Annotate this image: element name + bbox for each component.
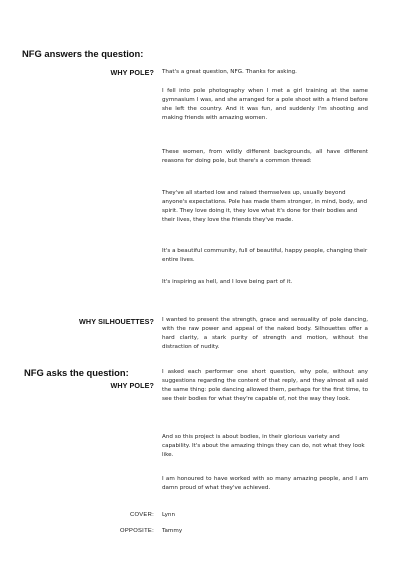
section-heading-asks: NFG asks the question: <box>24 367 129 378</box>
why-pole-paragraph: They've all started low and raised themselves up, usually beyond anyone's expectations. Pole has made them stronger, in mind, body, and spirit. They love doing it, they love what it's done for their bodies and their lives, they love the friends they've made. <box>162 190 368 223</box>
why-silhouettes-body <box>162 316 368 352</box>
asks-paragraph: And so this project is about bodies, in their glorious variety and capability. It's about the amazing things they can do, not what they look like. <box>162 434 365 458</box>
why-pole-body <box>162 68 368 77</box>
section-heading-answers: NFG answers the question: <box>22 48 144 59</box>
asks-body <box>162 368 368 404</box>
why-pole-paragraph: It's a beautiful community, full of beautiful, happy people, changing their entire lives. <box>162 248 368 263</box>
why-pole-body <box>162 148 368 166</box>
why-pole-label-2: WHY POLE? <box>110 381 154 390</box>
why-pole-paragraph: That's a great question, NFG. Thanks for asking. <box>162 69 297 75</box>
why-pole-paragraph: These women, from wildly different backgrounds, all have different reasons for doing pole, but there's a common thread: <box>162 149 368 164</box>
asks-body <box>162 433 368 460</box>
opposite-credit-label: OPPOSITE: <box>120 528 154 534</box>
cover-credit-value: Lynn <box>162 512 176 518</box>
asks-body <box>162 475 368 493</box>
why-pole-label: WHY POLE? <box>110 68 154 77</box>
why-pole-body <box>162 247 368 265</box>
why-pole-body <box>162 87 368 123</box>
cover-credit-label: COVER: <box>129 512 154 518</box>
opposite-credit-value: Tammy <box>162 528 183 534</box>
why-silhouettes-paragraph: I wanted to present the strength, grace and sensuality of pole dancing, with the raw power and appeal of the naked body. Silhouettes offer a hard clarity, a stark purity of strength and motion, without the distraction of nudity. <box>162 317 368 350</box>
why-pole-body <box>162 278 368 287</box>
why-pole-paragraph: I fell into pole photography when I met a girl training at the same gymnasium I was, and she arranged for a pole shoot with a friend before she left the country. And it was fun, and suddenly I'm shooting and making friends with amazing women. <box>162 88 368 121</box>
why-pole-paragraph: It's inspiring as hell, and I love being part of it. <box>162 279 293 285</box>
why-silhouettes-label: WHY SILHOUETTES? <box>79 317 154 326</box>
asks-paragraph: I asked each performer one short question, why pole, without any suggestions regarding the content of that reply, and they almost all said the same thing: pole dancing allowed them, perhaps for the first time, to see their bodies for what they're capable of, not the way they look. <box>162 369 368 402</box>
why-pole-body <box>162 189 368 225</box>
asks-paragraph: I am honoured to have worked with so many amazing people, and I am damn proud of what they've achieved. <box>162 476 368 491</box>
